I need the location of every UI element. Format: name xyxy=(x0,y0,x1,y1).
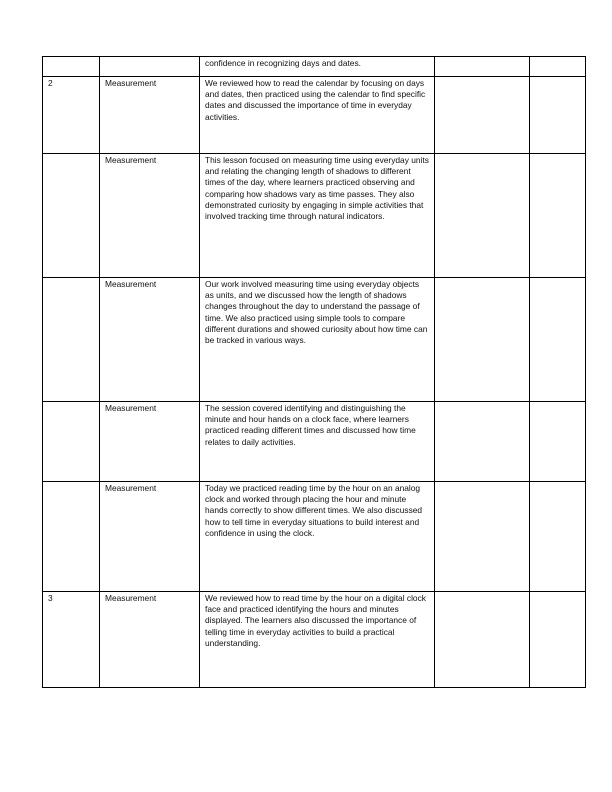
week-cell xyxy=(43,482,100,592)
empty-cell xyxy=(435,57,530,77)
table-row xyxy=(43,482,586,592)
week-cell: 3 xyxy=(43,592,100,688)
table-row xyxy=(43,592,586,688)
lesson-log-table xyxy=(42,56,586,688)
description-cell: We reviewed how to read time by the hour on a digital clock face and practiced identifying the hours and minutes displayed. The learners also discussed the importance of telling time in everyday activities to build a practical understanding. xyxy=(200,592,435,688)
empty-cell xyxy=(530,57,586,77)
week-cell xyxy=(43,278,100,402)
table-row xyxy=(43,278,586,402)
strand-cell: Measurement xyxy=(100,482,200,592)
week-cell xyxy=(43,57,100,77)
empty-cell xyxy=(435,592,530,688)
week-cell xyxy=(43,402,100,482)
strand-cell: Measurement xyxy=(100,402,200,482)
strand-cell xyxy=(100,57,200,77)
description-cell: Our work involved measuring time using everyday objects as units, and we discussed how the length of shadows changes throughout the day to understand the passage of time. We also practiced using simple tools to compare different durations and showed curiosity about how time can be tracked in various ways. xyxy=(200,278,435,402)
strand-cell: Measurement xyxy=(100,278,200,402)
week-cell: 2 xyxy=(43,77,100,154)
strand-cell: Measurement xyxy=(100,592,200,688)
week-cell xyxy=(43,154,100,278)
empty-cell xyxy=(435,77,530,154)
empty-cell xyxy=(530,154,586,278)
description-cell: confidence in recognizing days and dates. xyxy=(200,57,435,77)
table-row xyxy=(43,154,586,278)
table-row xyxy=(43,77,586,154)
table-row xyxy=(43,57,586,77)
empty-cell xyxy=(435,482,530,592)
empty-cell xyxy=(530,482,586,592)
description-cell: This lesson focused on measuring time using everyday units and relating the changing length of shadows to different times of the day, where learners practiced observing and comparing how shadows vary as time passes. They also demonstrated curiosity by engaging in simple activities that involved tracking time through natural indicators. xyxy=(200,154,435,278)
empty-cell xyxy=(530,278,586,402)
description-cell: We reviewed how to read the calendar by focusing on days and dates, then practiced using the calendar to find specific dates and discussed the importance of time in everyday activities. xyxy=(200,77,435,154)
table-row xyxy=(43,402,586,482)
empty-cell xyxy=(435,402,530,482)
strand-cell: Measurement xyxy=(100,154,200,278)
empty-cell xyxy=(530,77,586,154)
strand-cell: Measurement xyxy=(100,77,200,154)
empty-cell xyxy=(530,592,586,688)
empty-cell xyxy=(435,154,530,278)
description-cell: The session covered identifying and distinguishing the minute and hour hands on a clock face, where learners practiced reading different times and discussed how time relates to daily activities. xyxy=(200,402,435,482)
empty-cell xyxy=(530,402,586,482)
empty-cell xyxy=(435,278,530,402)
description-cell: Today we practiced reading time by the hour on an analog clock and worked through placing the hour and minute hands correctly to show different times. We also discussed how to tell time in everyday situations to build interest and confidence in using the clock. xyxy=(200,482,435,592)
